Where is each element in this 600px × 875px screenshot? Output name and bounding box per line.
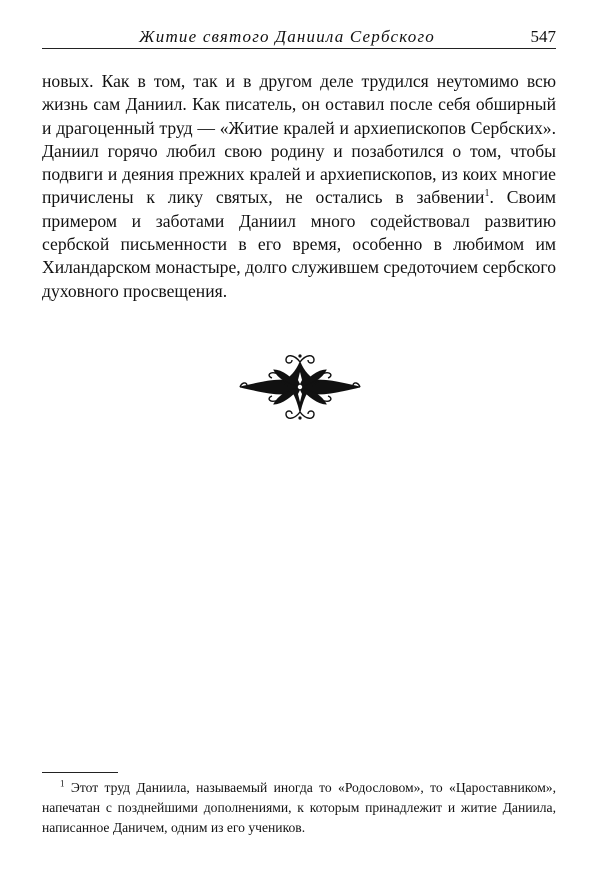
main-text	[42, 70, 556, 303]
footnote	[42, 778, 556, 837]
paragraph-text: новых. Как в том, так и в другом деле трудился неутомимо всю жизнь сам Даниил. Как писатель, он оставил после себя обширный и драгоценный труд — «Житие кралей и архиепископов Сербских». Даниил горячо любил свою родину и позаботился о том, чтобы подвиги и деяния прежних кралей и архиепископов, из коих многие причислены к лику святых, не остались в забвении	[42, 71, 556, 208]
footnote-number: 1	[60, 778, 65, 789]
page-number: 547	[530, 27, 556, 46]
footnote-text: Этот труд Даниила, называемый иногда то «Родословом», то «Цароставником», напечатан с позднейшими дополнениями, к которым принадлежит и житие Даниила, написанное Даничем, одним из его учеников.	[42, 780, 556, 835]
footnote-reference[interactable]: 1	[484, 188, 490, 200]
floral-cross-ornament-icon	[238, 348, 362, 426]
running-head	[42, 26, 556, 49]
footnote-rule	[42, 772, 118, 773]
paragraph	[42, 70, 556, 303]
paragraph-text-continued: . Своим примером и заботами Даниил много содействовал развитию сербской письменности в его время, особенно в любимом им Хиландарском монастыре, долго служившем средоточием сербского духовного просвещения.	[42, 187, 556, 301]
running-title: Житие святого Даниила Сербского	[138, 27, 436, 46]
